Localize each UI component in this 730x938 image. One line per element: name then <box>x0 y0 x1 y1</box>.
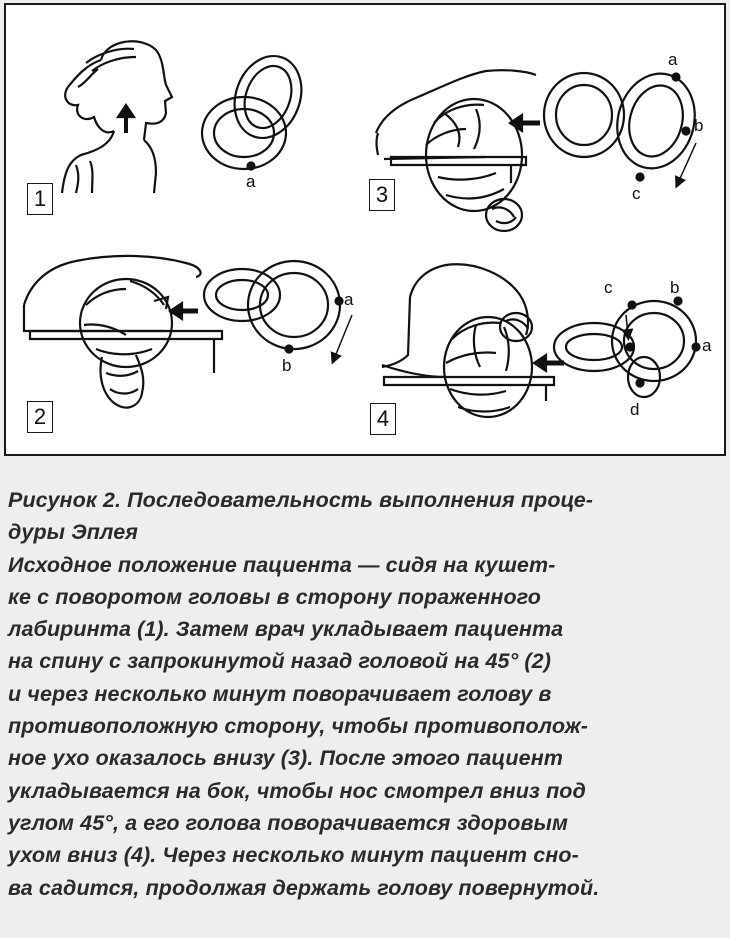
caption-text-line-6: противоположную сторону, чтобы противополож- <box>8 714 589 739</box>
panel-4-point-a: a <box>702 336 712 355</box>
panel-3-point-b: b <box>694 116 704 135</box>
panel-1-patient-drawing <box>62 41 172 193</box>
panel-2-point-a: a <box>344 290 354 309</box>
panel-3-point-a: a <box>668 50 678 69</box>
panel-4-labyrinth-diagram <box>554 298 700 398</box>
panel-2-number: 2 <box>27 401 53 433</box>
caption-title-line-2: дуры Эплея <box>8 520 139 545</box>
caption-text-line-1: Исходное положение пациента — сидя на кушет- <box>8 552 556 577</box>
panel-2-labyrinth-diagram <box>204 261 352 359</box>
caption-text-line-2: ке с поворотом головы в сторону пораженного <box>8 584 542 609</box>
caption-text-line-7: ное ухо оказалось внизу (3). После этого пациент <box>8 746 563 771</box>
panel-4-point-c: c <box>604 278 613 297</box>
figure-drawing <box>6 5 724 454</box>
panel-1-point-a: a <box>246 172 256 191</box>
caption-text-line-10: ухом вниз (4). Через несколько минут пациент сно- <box>8 843 579 868</box>
caption-text-line-4: на спину с запрокинутой назад головой на 45° (2) <box>8 649 551 674</box>
panel-1-number: 1 <box>27 183 53 215</box>
panel-4-number: 4 <box>370 403 396 435</box>
caption-title-line-1: Рисунок 2. Последовательность выполнения проце- <box>8 488 594 512</box>
panel-4-point-d: d <box>630 400 640 419</box>
panel-4-patient-drawing <box>382 264 564 417</box>
panel-4-point-b: b <box>670 278 680 297</box>
caption-text-line-9: углом 45°, а его голова поворачивается здоровым <box>8 810 569 835</box>
panel-2-point-b: b <box>282 356 292 375</box>
panel-3-point-c: c <box>632 184 641 203</box>
figure-caption <box>8 484 724 904</box>
panel-2-patient-drawing <box>24 256 222 408</box>
caption-text-line-5: и через несколько минут поворачивает голову в <box>8 681 552 706</box>
caption-text-line-8: укладывается на бок, чтобы нос смотрел вниз под <box>8 778 586 803</box>
panel-3-labyrinth-diagram <box>544 65 705 183</box>
epley-figure <box>4 3 726 456</box>
panel-3-patient-drawing <box>376 70 540 231</box>
panel-1-labyrinth-diagram <box>202 47 312 170</box>
caption-text-line-11: ва садится, продолжая держать голову повернутой. <box>8 875 600 900</box>
caption-text-line-3: лабиринта (1). Затем врач укладывает пациента <box>8 617 564 642</box>
panel-3-number: 3 <box>369 179 395 211</box>
